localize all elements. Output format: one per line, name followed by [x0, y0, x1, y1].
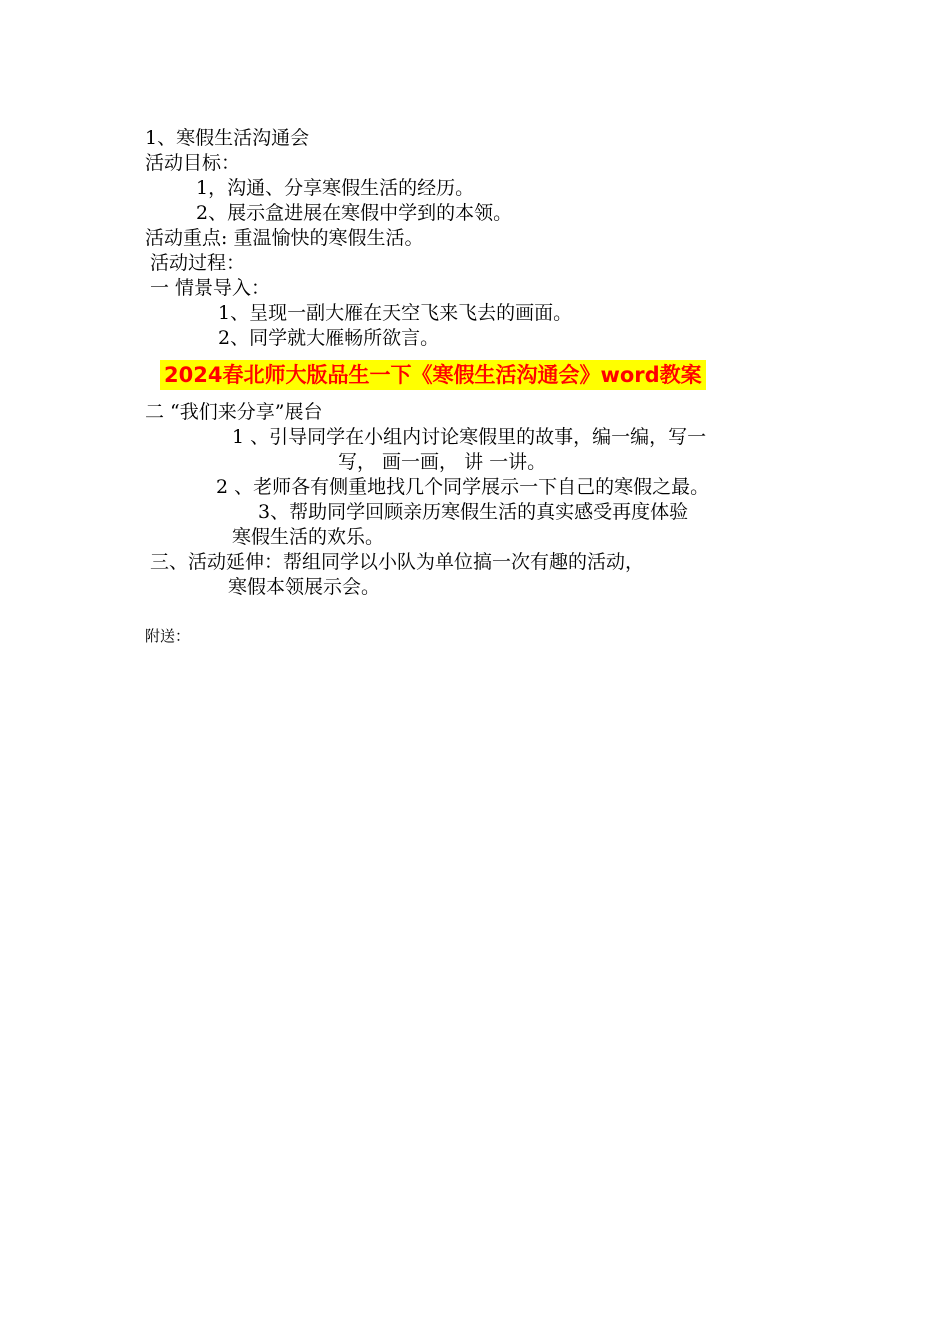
goal-heading: 活动目标： [145, 152, 241, 174]
part3-line-1: 三、活动延伸：帮组同学以小队为单位搞一次有趣的活动， [150, 551, 645, 573]
goal-item-2: 2、展示盒进展在寒假中学到的本领。 [196, 202, 513, 224]
document-title-banner: 2024春北师大版品生一下《寒假生活沟通会》word教案 [160, 360, 706, 390]
part1-heading: 一 情景导入： [150, 277, 271, 299]
part1-item-1: 1、呈现一副大雁在天空飞来飞去的画面。 [218, 302, 573, 324]
process-heading: 活动过程： [150, 252, 246, 274]
part1-item-2: 2、同学就大雁畅所欲言。 [218, 327, 440, 349]
appendix-label: 附送： [145, 627, 191, 645]
key-point: 活动重点: 重温愉快的寒假生活。 [145, 227, 424, 249]
part2-item-2: 2 、老师各有侧重地找几个同学展示一下自己的寒假之最。 [216, 476, 710, 498]
part2-heading: 二 “我们来分享”展台 [145, 401, 323, 423]
part2-item-1-line-1: 1 、引导同学在小组内讨论寒假里的故事，编一编，写一 [232, 426, 707, 448]
part2-item-3-line-1: 3、帮助同学回顾亲历寒假生活的真实感受再度体验 [258, 501, 689, 523]
part2-item-3-line-2: 寒假生活的欢乐。 [232, 526, 385, 548]
section-title: 1、寒假生活沟通会 [145, 127, 310, 149]
part2-item-1-line-2: 写， 画一画， 讲 一讲。 [338, 451, 547, 473]
goal-item-1: 1，沟通、分享寒假生活的经历。 [196, 177, 475, 199]
part3-line-2: 寒假本领展示会。 [228, 576, 381, 598]
